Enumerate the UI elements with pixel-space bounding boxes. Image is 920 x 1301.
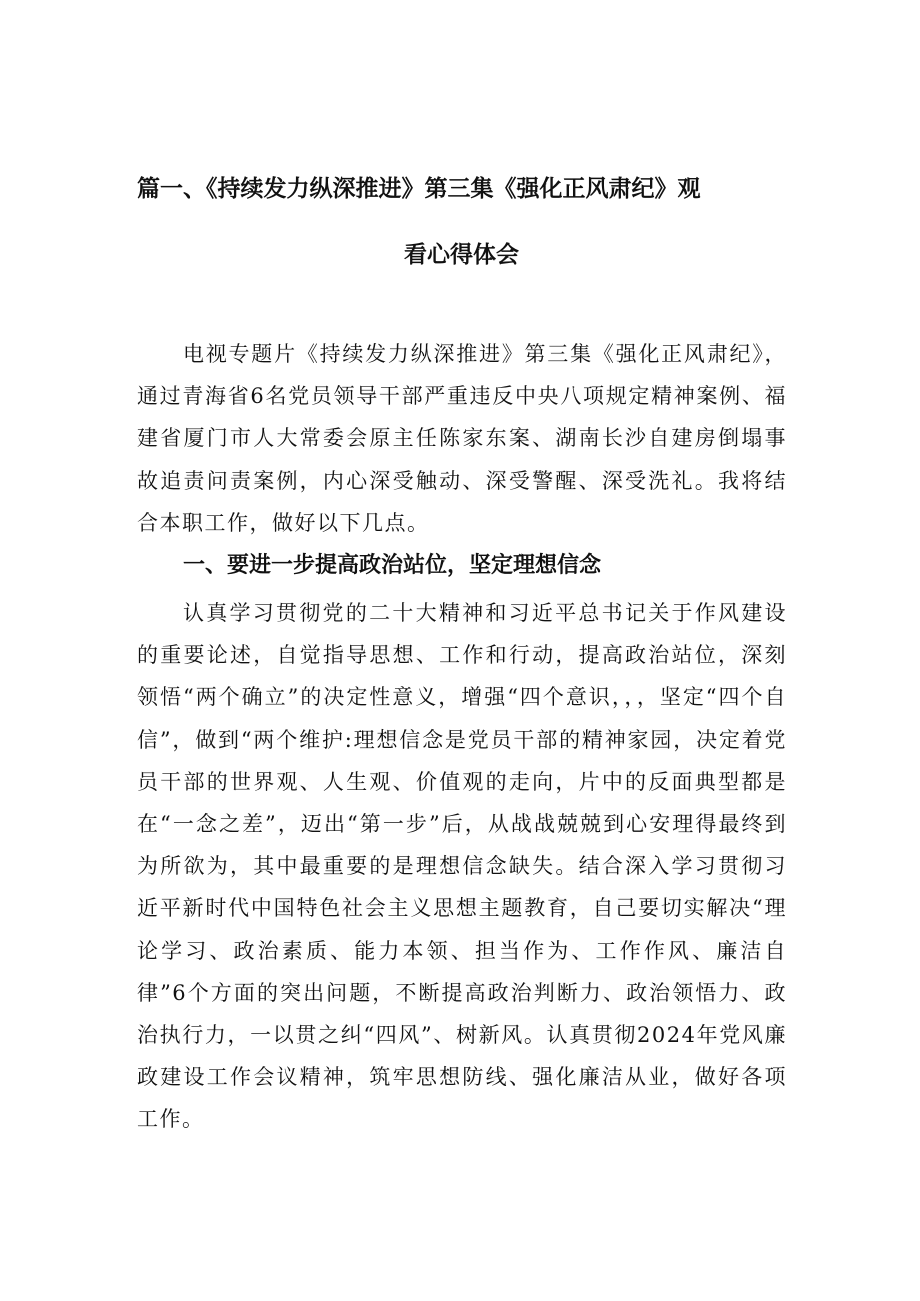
intro-paragraph: 电视专题片《持续发力纵深推进》第三集《强化正风肃纪》，通过青海省6名党员领导干部严重违反中央八项规定精神案例、福建省厦门市人大常委会原主任陈家东案、湖南长沙自建房倒塌事故追责问责案例，内心深受触动、深受警醒、深受洗礼。我将结合本职工作，做好以下几点。 — [137, 342, 787, 535]
document-title-line-2: 看心得体会 — [404, 242, 519, 268]
section-heading-1: 一、要进一步提高政治站位，坚定理想信念 — [183, 553, 602, 578]
document-title-line-1: 篇一、《持续发力纵深推进》第三集《强化正风肃纪》观 — [137, 176, 701, 202]
section-1-paragraph: 认真学习贯彻党的二十大精神和习近平总书记关于作风建设的重要论述，自觉指导思想、工作和行动，提高政治站位，深刻领悟“两个确立”的决定性意义，增强“四个意识，，，坚定“四个自信”，做到“两个维护:理想信念是党员干部的精神家园，决定着党员干部的世界观、人生观、价值观的走向，片中的反面典型都是在“一念之差”，迈出“第一步”后，从战战兢兢到心安理得最终到为所欲为，其中最重要的是理想信念缺失。结合深入学习贯彻习近平新时代中国特色社会主义思想主题教育，自己要切实解决“理论学习、政治素质、能力本领、担当作为、工作作风、廉洁自律”6个方面的突出问题，不断提高政治判断力、政治领悟力、政治执行力，一以贯之纠“四风”、树新风。认真贯彻2024年党风廉政建设工作会议精神，筑牢思想防线、强化廉洁从业，做好各项工作。 — [137, 601, 787, 1132]
